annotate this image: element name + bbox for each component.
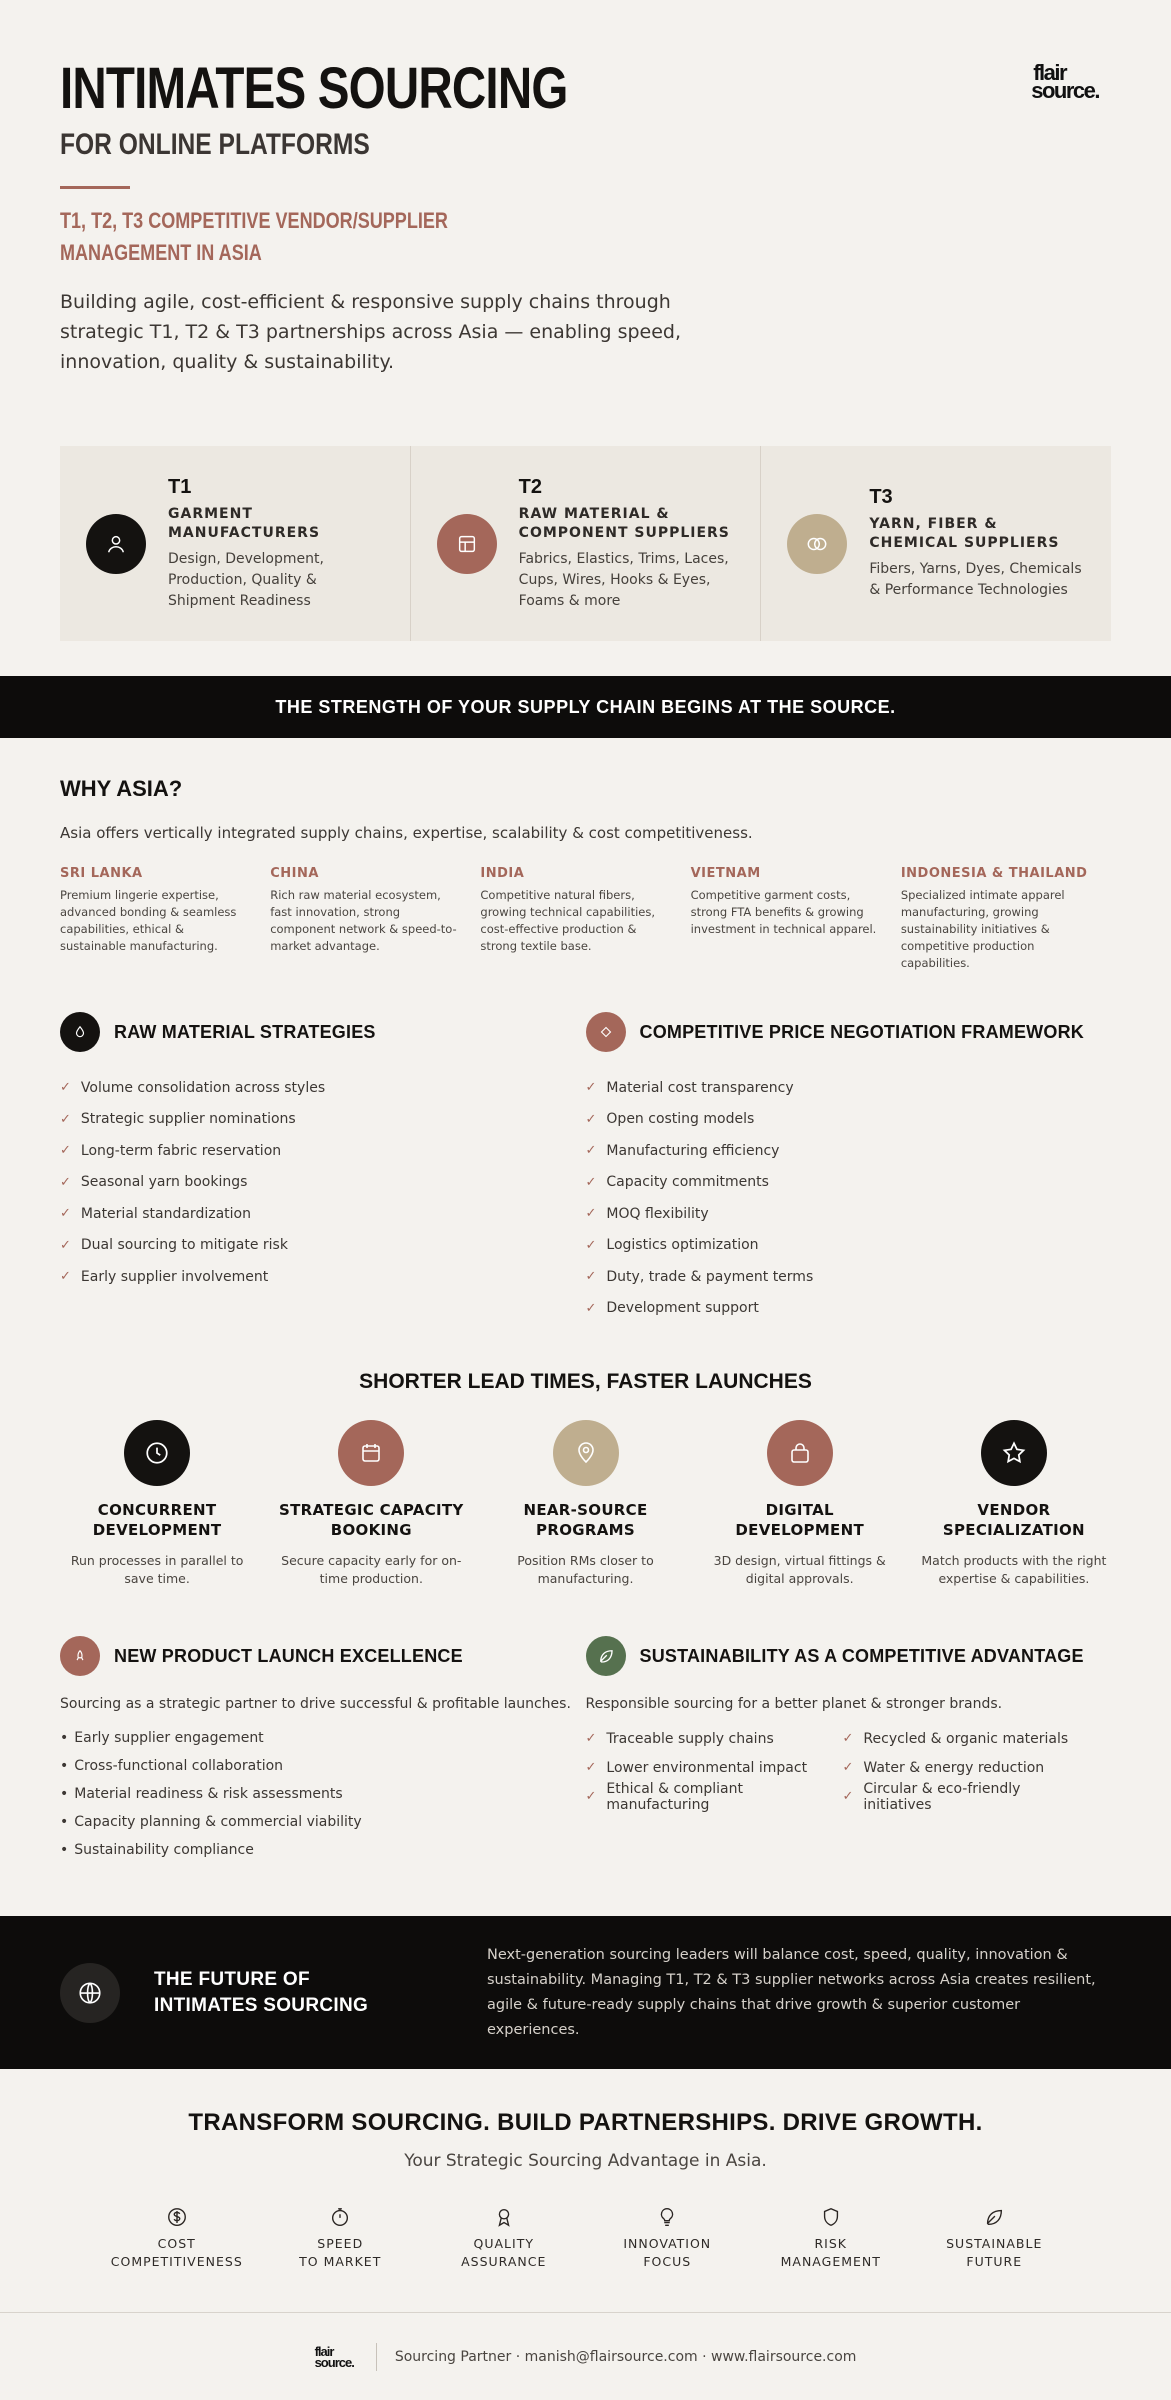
- list-item-text: Material readiness & risk assessments: [74, 1786, 343, 1802]
- check-icon: ✓: [60, 1269, 71, 1285]
- list-item-text: Cross-functional collaboration: [74, 1758, 284, 1774]
- footer-logo[interactable]: [315, 2343, 377, 2371]
- pillar-label-line2: TO MARKET: [299, 2254, 382, 2269]
- launch-title: NEW PRODUCT LAUNCH EXCELLENCE: [114, 1645, 463, 1666]
- future-section: [0, 1916, 1171, 2069]
- why-asia-section: [0, 738, 1171, 972]
- lightbulb-icon: [586, 2205, 750, 2229]
- feature-title: [486, 1500, 684, 1540]
- sustainability-list: [586, 1724, 1112, 1811]
- hero-tagline-line2: MANAGEMENT IN ASIA: [60, 240, 262, 265]
- region-indonesia-thailand: [901, 866, 1111, 972]
- footer: [0, 2312, 1171, 2400]
- list-item: [586, 1198, 1112, 1230]
- raw-material-header: [60, 1012, 586, 1052]
- pillar-label: [586, 2235, 750, 2271]
- pillar-label-line2: MANAGEMENT: [780, 2254, 881, 2269]
- check-icon: ✓: [60, 1206, 71, 1222]
- list-item-text: Manufacturing efficiency: [606, 1142, 780, 1159]
- list-item-text: Duty, trade & payment terms: [606, 1268, 814, 1285]
- pillar-label-line1: QUALITY: [473, 2236, 534, 2251]
- pillar-risk: [749, 2205, 913, 2271]
- list-item: [60, 1072, 586, 1104]
- lead-times-title: SHORTER LEAD TIMES, FASTER LAUNCHES: [359, 1370, 812, 1393]
- list-item: [843, 1753, 1093, 1782]
- hero-tagline: [60, 205, 486, 269]
- pillar-label-line2: FUTURE: [966, 2254, 1023, 2269]
- footer-logo-top: flair: [314, 2343, 334, 2359]
- check-icon: ✓: [842, 1731, 854, 1746]
- list-item-text: Open costing models: [606, 1111, 755, 1128]
- feature-concurrent-development: [50, 1420, 264, 1588]
- accent-divider: [60, 186, 130, 189]
- pillar-label: [422, 2235, 586, 2271]
- check-icon: ✓: [585, 1174, 597, 1190]
- tier-desc: Fibers, Yarns, Dyes, Chemicals & Performance Technologies: [869, 561, 1082, 598]
- feature-title: [272, 1500, 470, 1540]
- list-item-text: Logistics optimization: [606, 1237, 759, 1254]
- raw-material-list: [60, 1072, 586, 1293]
- feature-title-line1: CONCURRENT: [97, 1501, 217, 1519]
- brand-logo[interactable]: [1031, 60, 1099, 103]
- strength-banner: [0, 676, 1171, 738]
- check-icon: ✓: [585, 1080, 597, 1096]
- list-item: [586, 1261, 1112, 1293]
- list-item: [60, 1167, 586, 1199]
- region-name: SRI LANKA: [60, 866, 143, 881]
- pillar-row: [0, 2171, 1171, 2271]
- check-icon: ✓: [585, 1731, 597, 1746]
- check-icon: ✓: [585, 1300, 597, 1316]
- stopwatch-icon: [259, 2205, 423, 2229]
- rings-icon: [787, 514, 847, 574]
- feature-title-line2: BOOKING: [330, 1521, 412, 1539]
- region-list: [60, 866, 1111, 972]
- location-pin-icon: [553, 1420, 619, 1486]
- launch-header: [60, 1636, 586, 1676]
- bullet-icon: •: [60, 1730, 69, 1746]
- check-icon: ✓: [585, 1789, 597, 1804]
- feature-title-line2: DEVELOPMENT: [735, 1521, 864, 1539]
- list-item: [586, 1724, 843, 1753]
- list-item: [586, 1072, 1112, 1104]
- region-desc: Rich raw material ecosystem, fast innovation, strong component network & speed-to-market advantage.: [270, 888, 457, 953]
- feature-desc: 3D design, virtual fittings & digital approvals.: [713, 1553, 886, 1586]
- pillar-label-line2: COMPETITIVENESS: [110, 2254, 243, 2269]
- tier-desc: Fabrics, Elastics, Trims, Laces, Cups, Wires, Hooks & Eyes, Foams & more: [518, 550, 729, 609]
- pillar-sustainable: [913, 2205, 1077, 2271]
- bag-icon: [767, 1420, 833, 1486]
- feature-strategic-capacity: [264, 1420, 478, 1588]
- list-item: [60, 1724, 586, 1752]
- feature-title: [58, 1500, 256, 1540]
- list-item-text: Seasonal yarn bookings: [80, 1174, 248, 1191]
- list-item-text: Early supplier engagement: [74, 1730, 264, 1746]
- pillar-label-line1: INNOVATION: [623, 2236, 712, 2251]
- why-asia-title: WHY ASIA?: [60, 776, 183, 801]
- check-icon: ✓: [585, 1269, 597, 1285]
- hero-tagline-line1: T1, T2, T3 COMPETITIVE VENDOR/SUPPLIER: [60, 208, 448, 233]
- list-item: [843, 1782, 1093, 1811]
- feature-title-line2: DEVELOPMENT: [92, 1521, 222, 1539]
- region-vietnam: [691, 866, 901, 972]
- list-item: [60, 1780, 586, 1808]
- region-desc: Competitive garment costs, strong FTA benefits & growing investment in technical apparel.: [690, 888, 877, 936]
- list-item-text: Traceable supply chains: [606, 1730, 774, 1747]
- sustainability-column: [586, 1636, 1112, 1864]
- list-item-text: Early supplier involvement: [80, 1268, 269, 1285]
- price-header: [586, 1012, 1112, 1052]
- list-item: [60, 1836, 586, 1864]
- region-india: [480, 866, 690, 972]
- tag-icon: [586, 1012, 626, 1052]
- list-item: [60, 1230, 586, 1262]
- launch-column: [60, 1636, 586, 1864]
- raw-material-title: RAW MATERIAL STRATEGIES: [114, 1021, 376, 1042]
- grid-icon: [437, 514, 497, 574]
- pillar-label-line1: RISK: [814, 2236, 847, 2251]
- check-icon: ✓: [842, 1760, 854, 1775]
- check-icon: ✓: [60, 1174, 71, 1190]
- feature-digital-development: [693, 1420, 907, 1588]
- list-item: [60, 1135, 586, 1167]
- check-icon: ✓: [585, 1237, 597, 1253]
- feature-title-line1: NEAR-SOURCE: [523, 1501, 648, 1519]
- pillar-label: [749, 2235, 913, 2271]
- list-item: [60, 1261, 586, 1293]
- list-item-text: Capacity planning & commercial viability: [74, 1814, 362, 1830]
- check-icon: ✓: [585, 1760, 597, 1775]
- launch-list: [60, 1724, 586, 1864]
- logo-top-text: flair: [1033, 60, 1067, 85]
- feature-row: [0, 1394, 1171, 1588]
- tier-panel: [60, 446, 1111, 641]
- banner-text: THE STRENGTH OF YOUR SUPPLY CHAIN BEGINS AT THE SOURCE.: [275, 696, 896, 717]
- leaf-icon: [586, 1636, 626, 1676]
- rocket-icon: [60, 1636, 100, 1676]
- strategies-section: [0, 972, 1171, 1324]
- feature-title: [915, 1500, 1113, 1540]
- feature-title-line1: STRATEGIC CAPACITY: [279, 1501, 464, 1519]
- tier-desc: Design, Development, Production, Quality & Shipment Readiness: [168, 550, 324, 609]
- pillar-cost: [95, 2205, 259, 2271]
- tier-code: T3: [869, 486, 893, 508]
- bullet-icon: •: [60, 1814, 69, 1830]
- pillar-label: [913, 2235, 1077, 2271]
- list-item-text: Material standardization: [80, 1205, 251, 1222]
- tier-code: T2: [518, 475, 543, 498]
- list-item-text: MOQ flexibility: [606, 1205, 709, 1222]
- feature-near-source: [478, 1420, 692, 1588]
- feature-desc: Position RMs closer to manufacturing.: [517, 1553, 654, 1586]
- list-item: [586, 1104, 1112, 1136]
- feature-title-line2: PROGRAMS: [536, 1521, 635, 1539]
- list-item-text: Development support: [606, 1300, 759, 1317]
- check-icon: ✓: [842, 1789, 854, 1804]
- tier-name: YARN, FIBER & CHEMICAL SUPPLIERS: [869, 516, 1060, 551]
- pillar-quality: [422, 2205, 586, 2271]
- feature-desc: Run processes in parallel to save time.: [70, 1553, 244, 1586]
- future-title-line2: INTIMATES SOURCING: [154, 1994, 369, 2016]
- feature-desc: Match products with the right expertise & capabilities.: [921, 1553, 1107, 1586]
- pillar-label-line2: FOCUS: [643, 2254, 692, 2269]
- sustainability-sub: Responsible sourcing for a better planet & stronger brands.: [585, 1696, 1003, 1712]
- list-item-text: Recycled & organic materials: [863, 1730, 1069, 1747]
- footer-logo-bottom: source.: [314, 2354, 354, 2370]
- transform-title: TRANSFORM SOURCING. BUILD PARTNERSHIPS. DRIVE GROWTH.: [188, 2109, 983, 2136]
- tier-card-t2: [411, 446, 762, 641]
- list-item-text: Sustainability compliance: [74, 1842, 254, 1858]
- award-icon: [422, 2205, 586, 2229]
- logo-bottom-text: source.: [1031, 78, 1099, 103]
- sustainability-header: [586, 1636, 1112, 1676]
- pillar-label-line1: COST: [157, 2236, 196, 2251]
- drop-icon: [60, 1012, 100, 1052]
- list-item-text: Capacity commitments: [606, 1174, 769, 1191]
- list-item-text: Lower environmental impact: [606, 1759, 808, 1776]
- transform-sub: Your Strategic Sourcing Advantage in Asia.: [404, 2151, 767, 2171]
- tier-card-t3: [761, 446, 1111, 641]
- region-name: INDONESIA & THAILAND: [900, 866, 1088, 881]
- region-sri-lanka: [60, 866, 270, 972]
- pillar-label: [95, 2235, 259, 2271]
- region-name: INDIA: [480, 866, 525, 881]
- pillar-label: [259, 2235, 423, 2271]
- list-item-text: Strategic supplier nominations: [80, 1111, 296, 1128]
- why-asia-intro: Asia offers vertically integrated supply chains, expertise, scalability & cost competitiveness.: [60, 824, 753, 842]
- check-icon: ✓: [60, 1237, 71, 1253]
- list-item: [586, 1230, 1112, 1262]
- check-icon: ✓: [585, 1206, 597, 1222]
- clock-icon: [124, 1420, 190, 1486]
- feature-title-line2: SPECIALIZATION: [942, 1521, 1085, 1539]
- list-item: [60, 1198, 586, 1230]
- list-item: [586, 1782, 843, 1811]
- pillar-label-line1: SUSTAINABLE: [946, 2236, 1043, 2251]
- list-item: [60, 1752, 586, 1780]
- list-item-text: Circular & eco-friendly initiatives: [863, 1780, 1021, 1813]
- raw-material-column: [60, 1012, 586, 1324]
- calendar-icon: [338, 1420, 404, 1486]
- launch-sub: Sourcing as a strategic partner to drive successful & profitable launches.: [60, 1696, 571, 1712]
- list-item: [843, 1724, 1093, 1753]
- check-icon: ✓: [60, 1111, 71, 1127]
- future-title-line1: THE FUTURE OF: [154, 1968, 310, 1990]
- tier-card-t1: [60, 446, 411, 641]
- list-item: [586, 1167, 1112, 1199]
- future-title: [154, 1967, 454, 2019]
- list-item-text: Material cost transparency: [606, 1079, 794, 1096]
- shield-icon: [749, 2205, 913, 2229]
- list-item: [586, 1293, 1112, 1325]
- list-item: [60, 1808, 586, 1836]
- price-list: [586, 1072, 1112, 1324]
- list-item: [586, 1135, 1112, 1167]
- list-item-text: Dual sourcing to mitigate risk: [80, 1237, 288, 1254]
- check-icon: ✓: [60, 1080, 71, 1096]
- hero-section: [0, 0, 1171, 420]
- feature-title: [701, 1500, 899, 1540]
- hero-lead: Building agile, cost-efficient & responsive supply chains through strategic T1, T2 & T3 partnerships across Asia — enabling speed, innovation, quality & sustainability.: [60, 291, 682, 373]
- list-item-text: Ethical & compliant manufacturing: [606, 1780, 743, 1813]
- bullet-icon: •: [60, 1786, 69, 1802]
- dollar-icon: [95, 2205, 259, 2229]
- pillar-label-line2: ASSURANCE: [461, 2254, 547, 2269]
- page-title: INTIMATES SOURCING: [60, 56, 568, 121]
- page-subtitle: FOR ONLINE PLATFORMS: [60, 128, 370, 161]
- leaf-icon: [913, 2205, 1077, 2229]
- future-text: Next-generation sourcing leaders will balance cost, speed, quality, innovation & sustainability. Managing T1, T2 & T3 supplier networks across Asia creates resilient, agile & future-ready supply chains that drive growth & superior customer experiences.: [487, 1946, 1096, 2038]
- launch-sustainability-section: [0, 1588, 1171, 1864]
- sustainability-title: SUSTAINABILITY AS A COMPETITIVE ADVANTAGE: [639, 1645, 1084, 1666]
- pillar-innovation: [586, 2205, 750, 2271]
- region-name: CHINA: [270, 866, 319, 881]
- price-column: [586, 1012, 1112, 1324]
- list-item-text: Water & energy reduction: [863, 1759, 1045, 1776]
- bullet-icon: •: [60, 1842, 69, 1858]
- feature-title-line1: VENDOR: [977, 1501, 1051, 1519]
- tier-name: RAW MATERIAL & COMPONENT SUPPLIERS: [518, 505, 730, 541]
- list-item-text: Long-term fabric reservation: [80, 1142, 282, 1159]
- feature-desc: Secure capacity early for on-time production.: [281, 1553, 462, 1586]
- check-icon: ✓: [585, 1143, 597, 1159]
- star-icon: [981, 1420, 1047, 1486]
- transform-section: [0, 2069, 1171, 2271]
- region-desc: Competitive natural fibers, growing technical capabilities, cost-effective production & strong textile base.: [480, 888, 655, 953]
- pillar-label-line1: SPEED: [317, 2236, 364, 2251]
- list-item: [586, 1753, 843, 1782]
- feature-title-line1: DIGITAL: [765, 1501, 834, 1519]
- footer-contact[interactable]: Sourcing Partner · manish@flairsource.com · www.flairsource.com: [394, 2348, 857, 2365]
- tier-name: GARMENT MANUFACTURERS: [168, 505, 321, 541]
- price-title: COMPETITIVE PRICE NEGOTIATION FRAMEWORK: [639, 1021, 1084, 1042]
- bullet-icon: •: [60, 1758, 69, 1774]
- tier-code: T1: [168, 475, 192, 498]
- list-item: [60, 1104, 586, 1136]
- pillar-speed: [259, 2205, 423, 2271]
- list-item-text: Volume consolidation across styles: [80, 1079, 326, 1096]
- lead-times-section: [0, 1324, 1171, 1588]
- region-china: [270, 866, 480, 972]
- region-desc: Specialized intimate apparel manufacturing, growing sustainability initiatives & competitive production capabilities.: [900, 888, 1065, 970]
- feature-vendor-specialization: [907, 1420, 1121, 1588]
- check-icon: ✓: [60, 1143, 71, 1159]
- person-icon: [86, 514, 146, 574]
- check-icon: ✓: [585, 1111, 597, 1127]
- region-desc: Premium lingerie expertise, advanced bonding & seamless capabilities, ethical & sustainable manufacturing.: [60, 888, 237, 953]
- region-name: VIETNAM: [690, 866, 761, 881]
- globe-icon: [60, 1963, 120, 2023]
